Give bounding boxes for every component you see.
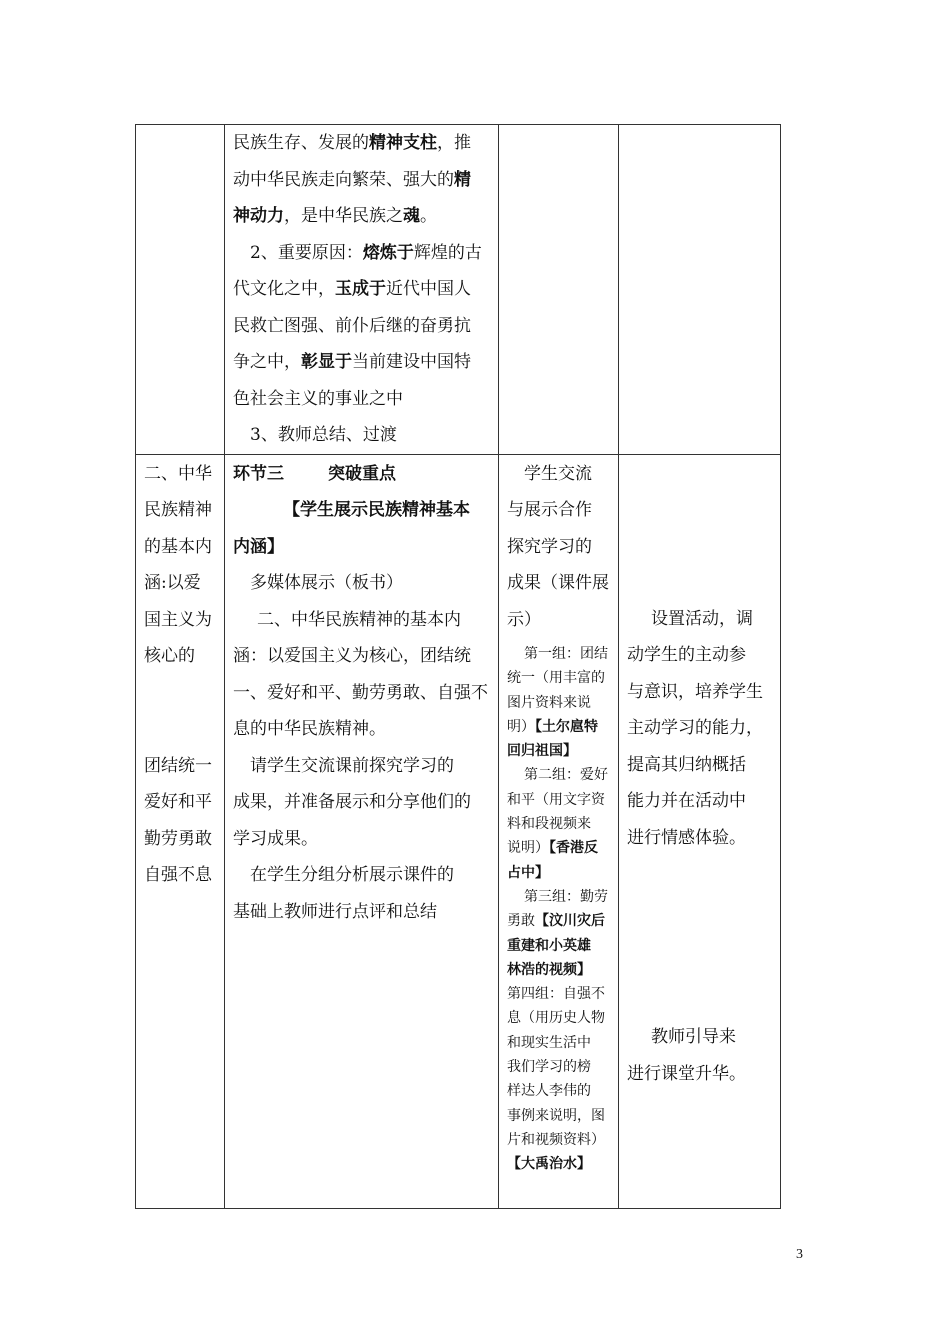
text-run: 料和段视频来 (507, 816, 591, 833)
text-line (233, 308, 498, 345)
text-line: 动学生的主动参 (627, 645, 746, 665)
text-run: 3、教师总结、过渡 (250, 425, 397, 445)
text-line (233, 381, 498, 418)
bold-text: 林浩的视频】 (507, 961, 591, 978)
design-intent-text (627, 455, 780, 857)
text-line: 成果（课件展 (507, 573, 609, 593)
text-run: 我们学习的榜 (507, 1059, 591, 1076)
text-line: 涵:以爱 (144, 573, 201, 593)
text-line (233, 198, 498, 235)
text-run: 争之中， (233, 352, 301, 372)
text-line: 学生交流 (524, 463, 592, 484)
text-run: 第二组：爱好 (524, 767, 608, 784)
text-line: 民族精神 (144, 500, 212, 520)
text-line: 涵：以爱国主义为核心，团结统 (233, 646, 471, 666)
text-line: 基础上教师进行点评和总结 (233, 901, 437, 922)
text-line (507, 1006, 618, 1030)
text-line (233, 235, 498, 272)
text-line: 提高其归纳概括 (627, 754, 746, 775)
row2-col2-cell (225, 454, 499, 1208)
text-run: 辉煌的古 (413, 242, 482, 263)
bold-text: 【香港反 (549, 840, 598, 857)
text-line: 示） (507, 609, 541, 630)
text-run: 事例来说明，图 (507, 1107, 605, 1124)
text-line (507, 1152, 618, 1176)
text-run: 代文化之中， (233, 279, 335, 299)
text-run: 图片资料来说 (507, 694, 591, 711)
bold-text: 精 (454, 169, 471, 190)
section-heading (233, 455, 498, 493)
text-line: 核心的 (144, 646, 195, 666)
topic-column (144, 455, 224, 894)
text-line (233, 417, 498, 454)
text-line (507, 1055, 618, 1079)
bold-text: 重建和小英雄 (507, 937, 591, 954)
bold-text: 精神支柱 (369, 133, 437, 153)
text-line: 进行情感体验。 (627, 827, 746, 848)
text-line (507, 691, 618, 715)
text-line: 自强不息 (144, 865, 212, 885)
text-line (507, 861, 618, 885)
text-run: 民救亡图强、前仆后继的奋勇抗 (233, 315, 471, 336)
bold-text: 【汶川灾后 (535, 913, 605, 930)
text-line (507, 909, 618, 933)
text-line (507, 1104, 618, 1128)
text-run: 和现实生活中 (507, 1034, 591, 1051)
row1-col2-cell (225, 125, 499, 455)
text-line: 的基本内 (144, 536, 212, 557)
row1-col3-cell (499, 125, 619, 455)
text-line (144, 675, 224, 712)
text-line: 国主义为 (144, 609, 212, 630)
text-line (233, 344, 498, 381)
text-line (144, 711, 224, 748)
text-run: ，是中华民族之 (284, 206, 403, 226)
text-line (507, 739, 618, 763)
student-activity-intro (507, 455, 618, 639)
text-run: 。 (420, 206, 437, 226)
table-row (136, 454, 781, 1208)
text-line: 在学生分组分析展示课件的 (250, 865, 454, 885)
text-line (507, 812, 618, 836)
text-run: 说明） (507, 840, 549, 857)
teacher-activity-text (233, 492, 498, 930)
text-line: 与展示合作 (507, 500, 592, 520)
bold-text: 【大禹治水】 (507, 1156, 591, 1173)
text-line (507, 836, 618, 860)
text-run: 民族生存、发展的 (233, 133, 369, 153)
bold-text: 熔炼于 (362, 242, 414, 263)
row2-col1-cell (136, 454, 225, 1208)
text-line (507, 958, 618, 982)
text-line: 一、爱好和平、勤劳勇敢、自强不 (233, 682, 488, 703)
text-line (507, 666, 618, 690)
text-run: 2、重要原因： (250, 242, 363, 263)
text-run: 息（用历史人物 (507, 1010, 605, 1027)
text-run: 当前建设中国特 (352, 352, 471, 372)
text-line: 能力并在活动中 (627, 791, 746, 811)
lesson-plan-table (135, 124, 781, 1209)
text-run: ，推 (437, 133, 471, 153)
text-run: 统一（用丰富的 (507, 670, 605, 687)
text-line: 息的中华民族精神。 (233, 719, 386, 739)
text-line: 与意识，培养学生 (627, 681, 763, 702)
table-row (136, 125, 781, 455)
text-line: 多媒体展示（板书） (250, 573, 403, 593)
bold-text: 回归祖国】 (507, 743, 577, 760)
text-line (233, 271, 498, 308)
text-line (507, 715, 618, 739)
section-label: 环节三 (233, 463, 284, 484)
bold-text: 占中】 (507, 864, 549, 881)
bold-text: 魂 (403, 206, 420, 226)
page-number: 3 (796, 1247, 803, 1262)
text-line: 二、中华民族精神的基本内 (257, 609, 461, 630)
bold-text: 彰显于 (301, 352, 352, 372)
row2-col4-cell (619, 454, 781, 1208)
text-run: 明） (507, 718, 535, 735)
text-run: 和平（用文字资 (507, 791, 605, 808)
text-line (507, 982, 618, 1006)
row1-teaching-content (233, 125, 498, 454)
text-line (507, 1031, 618, 1055)
text-run: 第一组：团结 (524, 646, 608, 662)
bold-text: 玉成于 (335, 279, 386, 299)
text-line: 主动学习的能力， (627, 718, 763, 738)
text-line: 【学生展示民族精神基本 (283, 500, 470, 520)
section-title: 突破重点 (328, 463, 396, 484)
text-line: 教师引导来 (651, 1027, 736, 1047)
text-line (507, 788, 618, 812)
teacher-guidance-text (627, 856, 780, 1092)
text-line (233, 162, 498, 199)
text-line: 学习成果。 (233, 828, 318, 849)
text-line: 内涵】 (233, 536, 284, 557)
text-line: 成果，并准备展示和分享他们的 (233, 792, 471, 812)
text-line: 二、中华 (144, 463, 212, 484)
group-presentations (507, 638, 618, 1177)
row1-col4-cell (619, 125, 781, 455)
text-line: 设置活动，调 (651, 608, 753, 629)
text-run: 近代中国人 (386, 279, 471, 299)
text-line: 勤劳勇敢 (144, 828, 212, 849)
row2-col3-cell (499, 454, 619, 1208)
text-line (507, 1128, 618, 1152)
text-line: 爱好和平 (144, 792, 212, 812)
text-line: 进行课堂升华。 (627, 1063, 746, 1084)
text-line (507, 1079, 618, 1103)
row1-col1-cell (136, 125, 225, 455)
text-run: 片和视频资料） (507, 1131, 605, 1148)
text-line (507, 642, 618, 666)
text-line: 探究学习的 (507, 536, 592, 557)
text-line: 团结统一 (144, 755, 212, 776)
text-line (233, 125, 498, 162)
text-line (507, 763, 618, 787)
text-run: 勇敢 (507, 913, 535, 930)
text-run: 样达人李伟的 (507, 1083, 591, 1100)
text-run: 第三组：勤劳 (524, 888, 608, 905)
text-run: 动中华民族走向繁荣、强大的 (233, 169, 454, 190)
text-run: 色社会主义的事业之中 (233, 388, 403, 409)
text-run: 第四组：自强不 (507, 986, 605, 1003)
text-line (507, 934, 618, 958)
bold-text: 神动力 (233, 206, 284, 226)
text-line: 请学生交流课前探究学习的 (250, 755, 454, 776)
bold-text: 【土尔扈特 (535, 718, 598, 735)
text-line (507, 885, 618, 909)
